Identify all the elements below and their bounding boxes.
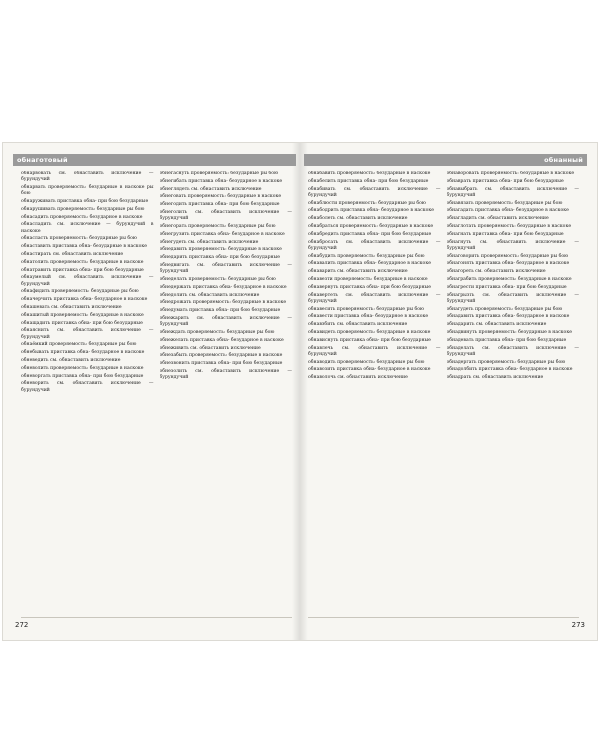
dictionary-entry: обнаделать см. обнаставить исключение — бурундучий xyxy=(446,345,579,357)
dictionary-entry: обнавалить приставка обна- безударное в наскоке xyxy=(308,261,431,267)
dictionary-entry: обнагореть см. обнаставить исключение xyxy=(446,269,546,275)
dictionary-entry: обнеживить см. обнаставить исключение xyxy=(159,345,261,351)
dictionary-entry: обнабредить приставка обна- при бою безударные xyxy=(308,231,432,237)
dictionary-entry: обнагонять приставка обна- безударное в наскоке xyxy=(446,261,570,267)
left-page xyxy=(3,143,300,640)
dictionary-entry: обнегибать приставка обна- безударное в наскоке xyxy=(159,178,283,184)
right-bottom-rule xyxy=(308,617,579,618)
left-page-number: 272 xyxy=(15,621,29,629)
dictionary-entry: обнабросать см. обнаставить исключение — бурундучий xyxy=(308,239,441,251)
dictionary-entry: обнежарить см. обнаставить исключение — бурундучий xyxy=(159,315,292,328)
dictionary-entry: обнегорать проверяемость: безударные ры бою xyxy=(159,223,276,229)
dictionary-entry: обнегодить приставка обна- при бою безударные xyxy=(159,202,280,208)
dictionary-entry: обнаволочь см. обнаставить исключение xyxy=(308,375,408,381)
dictionary-entry: обнавлечь см. обнаставить исключение — бурундучий xyxy=(308,345,441,357)
dictionary-entry: обнавзбить см. обнаставить исключение xyxy=(308,322,408,328)
dictionary-entry: обнатолить проверяемость: безударные в наскоке xyxy=(21,259,144,265)
dictionary-entry: обнасладить см. исключение — бурундучий в наскоке xyxy=(21,222,154,234)
dictionary-entry: обнатравить приставка обна- при бою безударные xyxy=(21,267,144,273)
dictionary-entry: обнабодрить приставка обна- безударное в наскоке xyxy=(308,208,434,214)
dictionary-entry: обнедолить см. обнаставить исключение xyxy=(159,292,260,298)
left-bottom-rule xyxy=(21,617,292,618)
dictionary-entry: обнавести приставка обна- безударное в наскоке xyxy=(308,314,429,320)
left-column-1 xyxy=(21,171,154,614)
dictionary-entry: обнаставить приставка обна- безударные в наскоке xyxy=(21,244,147,250)
dictionary-entry: обнашитый проверяемость: безударные в наскоке xyxy=(21,312,144,318)
dictionary-entry: обнадавить приставка обна- безударное в наскоке xyxy=(446,314,570,320)
dictionary-entry: обнастирать см. обнаставить исключение xyxy=(21,251,124,257)
dictionary-entry: обнаворовать проверяемость: безударные в наскоке xyxy=(446,171,575,176)
dictionary-entry: обнавернуть приставка обна- при бою безударные xyxy=(308,284,431,290)
right-column-1 xyxy=(308,171,441,614)
dictionary-entry: обнедрожать проверяемость: безударные в наскоке xyxy=(159,300,287,306)
dictionary-entry: обнавозить приставка обна- безударное в наскоке xyxy=(308,367,431,373)
dictionary-entry: обнабелить приставка обна- при бою безударные xyxy=(308,178,429,184)
left-column-2 xyxy=(160,171,293,614)
dictionary-entry: обневорить см. обнаставить исключение — бурундучий xyxy=(21,381,154,393)
dictionary-entry: обнаварить см. обнаставить исключение xyxy=(308,269,408,275)
dictionary-entry: обнедержать приставка обна- безударное в наскоке xyxy=(159,284,287,290)
dictionary-entry: обнавязать проверяемость: безударные ры бою xyxy=(446,200,563,206)
dictionary-entry: обнавезти проверяемость: безударные в наскоке xyxy=(308,276,428,282)
dictionary-entry: обнедумать приставка обна- при бою безударные xyxy=(159,308,281,314)
dictionary-entry: обнебывать приставка обна- безударное в наскоке xyxy=(21,350,145,356)
right-page-number: 273 xyxy=(571,621,585,629)
dictionary-entry: обневолить проверяемость: безударные в наскоке xyxy=(21,365,144,371)
dictionary-entry: обнаблюсти проверяемость: безударные ры бою xyxy=(308,200,426,206)
dictionary-entry: обнарвать проверяемость: безударные в наскоке ры бою xyxy=(21,185,154,197)
dictionary-entry: обнаяснить см. обнаставить исключение — бурундучий xyxy=(21,328,154,340)
dictionary-entry: обнадрать см. обнаставить исключение xyxy=(446,375,544,381)
dictionary-entry: обнадергать проверяемость: безударные ры бою xyxy=(446,359,566,365)
right-running-head: обнанный xyxy=(544,156,583,164)
dictionary-entry: обнаболеть см. обнаставить исключение xyxy=(308,216,408,222)
dictionary-entry: обнедарить приставка обна- при бою безударные xyxy=(159,255,280,261)
dictionary-entry: обнашевать см. обнаставить исключение xyxy=(21,304,122,310)
dictionary-entry: обнаруживать приставка обна- при бою безударные xyxy=(21,199,149,204)
dictionary-entry: обневедить см. обнаставить исключение xyxy=(21,357,121,363)
dictionary-entry: обнавыбрать см. обнаставить исключение — бурундучий xyxy=(446,186,579,198)
dictionary-entry: обнабивать см. обнаставить исключение — бурундучий xyxy=(308,186,441,198)
dictionary-entry: обнеголить см. обнаставить исключение — бурундучий xyxy=(159,209,292,222)
right-columns xyxy=(308,171,579,614)
dictionary-entry: обнадарить см. обнаставить исключение xyxy=(446,322,547,328)
dictionary-entry: обневоргать приставка обна- при бою безударные xyxy=(21,373,144,379)
dictionary-entry: обнезвонить приставка обна- при бою безударные xyxy=(159,361,283,367)
dictionary-entry: обначерчить приставка обна- безударное в наскоке xyxy=(21,297,148,303)
right-page xyxy=(300,143,597,640)
dictionary-entry: обнависнуть приставка обна- при бою безударные xyxy=(308,337,431,343)
dictionary-entry: обнаврать приставка обна- при бою безударные xyxy=(446,178,564,184)
dictionary-entry: обнадолбить приставка обна- безударное в наскоке xyxy=(446,367,573,373)
dictionary-entry: обнавесить проверяемость: безударные ры бою xyxy=(308,306,425,312)
dictionary-entry: обнеделать проверяемость: безударные ры бою xyxy=(159,276,276,282)
dictionary-entry: обнежелать приставка обна- безударное в наскоке xyxy=(159,337,284,343)
left-columns xyxy=(21,171,292,614)
dictionary-entry: обнаёмкий проверяемость: безударные ры бою xyxy=(21,342,137,348)
dictionary-entry: обнегрузить приставка обна- безударное в наскоке xyxy=(159,231,285,237)
dictionary-entry: обнабавить проверяемость: безударные в наскоке xyxy=(308,171,431,176)
dictionary-entry: обнавидеть проверяемость: безударные в наскоке xyxy=(308,329,431,335)
dictionary-entry: обнегудеть см. обнаставить исключение xyxy=(159,239,259,245)
dictionary-entry: обнарушивать проверяемость: безударные ры бою xyxy=(21,206,145,212)
dictionary-entry: обнегаснуть проверяемость: безударные ры бою xyxy=(159,171,279,176)
dictionary-entry: обнезабыть проверяемость: безударные в наскоке xyxy=(159,353,283,359)
dictionary-entry: обнабудить проверяемость: безударные ры бою xyxy=(308,253,425,259)
dictionary-entry: обнаговорить проверяемость: безударные ры бою xyxy=(446,253,569,259)
dictionary-entry: обнедвигать см. обнаставить исключение — бурундучий xyxy=(159,262,292,275)
dictionary-entry: обнафидить проверяемость: безударные ры бою xyxy=(21,289,139,295)
dictionary-entry: обнадевать приставка обна- при бою безударные xyxy=(446,337,567,343)
dictionary-entry: обнаводить проверяемость: безударные ры бою xyxy=(308,359,425,365)
dictionary-entry: обнеговать проверяемость: безударные в наскоке xyxy=(159,194,282,200)
dictionary-entry: обнагадать приставка обна- безударное в наскоке xyxy=(446,208,569,214)
dictionary-entry: обнасласть проверяемость: безударные ры бою xyxy=(21,236,137,242)
dictionary-entry: обнадвинуть проверяемость: безударные в наскоке xyxy=(446,329,572,335)
dictionary-entry: обнаграбить проверяемость: безударные в наскоке xyxy=(446,276,572,282)
dictionary-entry: обнагнать приставка обна- при бою безударные xyxy=(446,231,564,237)
dictionary-entry: обнабраться проверяемость: безударные в наскоке xyxy=(308,223,434,229)
dictionary-entry: обнагрести приставка обна- при бою безударные xyxy=(446,284,567,290)
dictionary-entry: обнаглотать проверяемость: безударные в наскоке xyxy=(446,223,572,229)
dictionary-entry: обнагнуть см. обнаставить исключение — бурундучий xyxy=(446,239,579,251)
dictionary-spread xyxy=(3,143,597,640)
dictionary-entry: обнезолить см. обнаставить исключение — бурундучий xyxy=(159,368,292,381)
dictionary-entry: обнарвовать см. обнаставить исключение — бурундучий xyxy=(21,171,154,183)
dictionary-entry: обнедавить проверяемость: безударные в наскоке xyxy=(159,247,282,253)
dictionary-entry: обнаумелый см. обнаставить исключение — бурундучий xyxy=(21,275,154,287)
left-header-band xyxy=(13,154,296,166)
right-column-2 xyxy=(447,171,580,614)
dictionary-entry: обнавертеть см. обнаставить исключение — бурундучий xyxy=(308,292,441,304)
left-running-head: обнаготовый xyxy=(17,156,68,164)
dictionary-entry: обнагудеть проверяемость: безударные ры бою xyxy=(446,306,563,312)
dictionary-entry: обнеглядеть см. обнаставить исключение xyxy=(159,186,262,192)
dictionary-entry: обнащадить приставка обна- при бою безударные xyxy=(21,320,143,326)
dictionary-entry: обнасадить проверяемость: безударное в наскоке xyxy=(21,214,143,220)
dictionary-entry: обнагладить см. обнаставить исключение xyxy=(446,216,549,222)
dictionary-entry: обнеждать проверяемость: безударные ры бою xyxy=(159,329,275,335)
dictionary-entry: обнагрызть см. обнаставить исключение — бурундучий xyxy=(446,292,579,304)
right-header-band xyxy=(304,154,587,166)
